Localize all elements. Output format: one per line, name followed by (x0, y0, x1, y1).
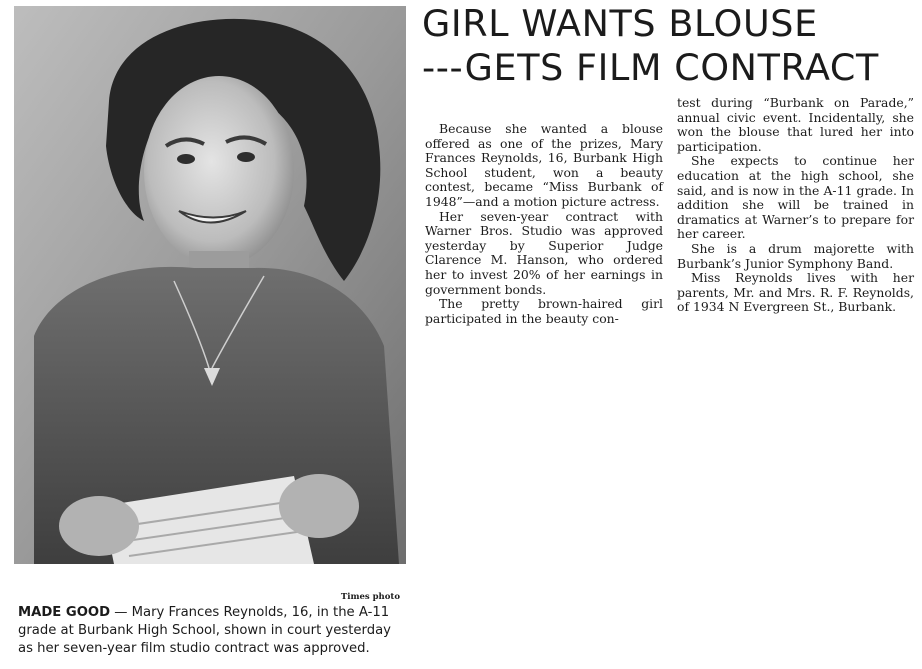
photo-credit: Times photo (340, 592, 400, 602)
caption-text: Mary Frances Reynolds, 16, in the A-11 grade at Burbank High School, shown in court yesterday as her seven-year film studio contract was approved. (18, 605, 391, 656)
headline-line-2: ---GETS FILM CONTRACT (422, 46, 879, 89)
paragraph: The pretty brown-haired girl participated in the beauty con- (425, 296, 663, 326)
caption-lead: MADE GOOD (18, 605, 111, 620)
paragraph: Because she wanted a blouse offered as one of the prizes, Mary Frances Reynolds, 16, Burbank High School student, won a beauty contest, became “Miss Burbank of 1948”—and a motion picture actress. (425, 121, 663, 209)
article-column-1 (425, 122, 663, 326)
news-photo (14, 6, 406, 564)
paragraph: test during “Burbank on Parade,” annual civic event. Incidentally, she won the blouse that lured her into participation. (677, 95, 914, 154)
paragraph: She is a drum majorette with Burbank’s Junior Symphony Band. (677, 240, 914, 271)
caption-dash: — (110, 605, 132, 620)
paragraph: Her seven-year contract with Warner Bros. Studio was approved yesterday by Superior Judge Clarence M. Hanson, who ordered her to invest 20% of her earnings in government bonds. (425, 208, 663, 297)
headline (422, 2, 920, 90)
photo-caption (18, 604, 406, 658)
article-column-2 (677, 96, 914, 315)
paragraph: She expects to continue her education at the high school, she said, and is now in the A-11 grade. In addition she will be trained in dramatics at Warner’s to prepare for her career. (677, 153, 914, 242)
headline-line-1: GIRL WANTS BLOUSE (422, 2, 818, 45)
paragraph: Miss Reynolds lives with her parents, Mr. and Mrs. R. F. Reynolds, of 1934 N Evergreen St., Burbank. (677, 270, 914, 315)
